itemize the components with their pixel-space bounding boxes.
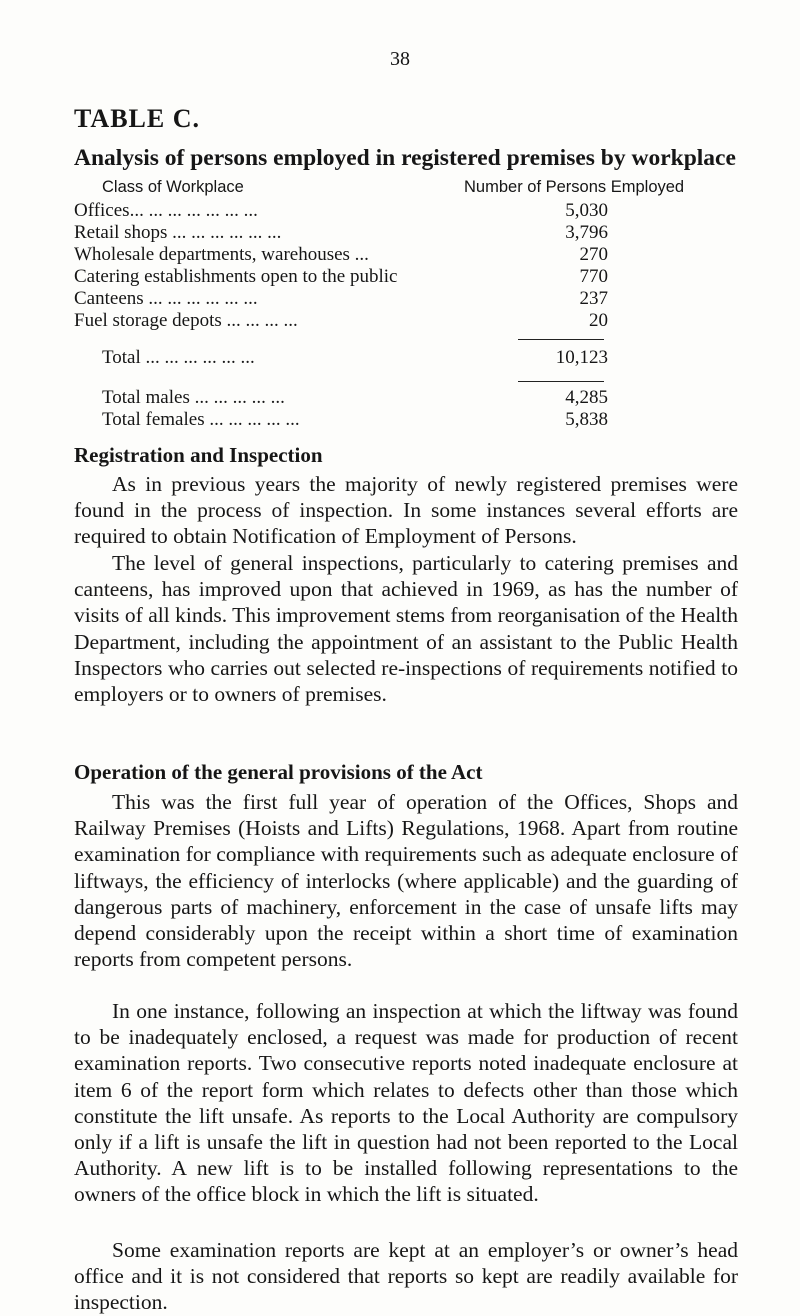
table-row <box>102 409 608 431</box>
row-value: 20 <box>589 310 608 331</box>
paragraph: As in previous years the majority of newly registered premises were found in the process of inspection. In some instances several efforts are required to obtain Notification of Employment of Persons. <box>74 472 738 549</box>
row-value: 4,285 <box>565 387 608 408</box>
column-header-class: Class of Workplace <box>102 178 244 196</box>
section-heading: Operation of the general provisions of the Act <box>74 760 483 784</box>
row-label: Offices... ... ... ... ... ... ... <box>74 200 258 221</box>
table-label: TABLE C. <box>74 104 200 133</box>
paragraph: Some examination reports are kept at an employer’s or owner’s head office and it is not considered that reports so kept are readily available for inspection. <box>74 1238 738 1315</box>
row-value: 270 <box>579 244 608 265</box>
table-row <box>74 266 608 288</box>
table-row <box>102 387 608 409</box>
section-heading: Registration and Inspection <box>74 443 323 467</box>
row-label: Catering establishments open to the public <box>74 266 398 287</box>
row-value: 5,030 <box>565 200 608 221</box>
table-row <box>74 222 608 244</box>
paragraph: In one instance, following an inspection at which the liftway was found to be inadequately enclosed, a request was made for production of recent examination reports. Two consecutive reports noted inadequate enclosure at item 6 of the report form which relates to defects other than those which constitute the lift unsafe. As reports to the Local Authority are compulsory only if a lift is unsafe the lift in question had not been reported to the Local Authority. A new lift is to be installed following representations to the owners of the office block in which the lift is situated. <box>74 999 738 1207</box>
row-label: Canteens ... ... ... ... ... ... <box>74 288 258 309</box>
row-value: 5,838 <box>565 409 608 430</box>
total-value: 10,123 <box>555 347 608 368</box>
table-title: Analysis of persons employed in registered premises by workplace <box>74 145 736 171</box>
row-label: Total males ... ... ... ... ... <box>102 387 285 408</box>
row-label: Retail shops ... ... ... ... ... ... <box>74 222 282 243</box>
table-row <box>74 310 608 332</box>
table-row <box>74 244 608 266</box>
row-value: 770 <box>579 266 608 287</box>
paragraph: This was the first full year of operation of the Offices, Shops and Railway Premises (Hoists and Lifts) Regulations, 1968. Apart from routine examination for compliance with requirements such as adequate enclosure of liftways, the efficiency of interlocks (where applicable) and the guarding of dangerous parts of machinery, enforcement in the case of unsafe lifts may depend considerably upon the receipt within a short time of examination reports from competent persons. <box>74 790 738 972</box>
row-label: Total females ... ... ... ... ... <box>102 409 300 430</box>
page-number: 38 <box>390 48 410 70</box>
total-row <box>102 347 608 369</box>
table-row <box>74 200 608 222</box>
subtotal-rule <box>518 381 604 382</box>
total-label: Total ... ... ... ... ... ... <box>102 347 255 368</box>
row-label: Fuel storage depots ... ... ... ... <box>74 310 298 331</box>
row-value: 237 <box>579 288 608 309</box>
table-row <box>74 288 608 310</box>
row-label: Wholesale departments, warehouses ... <box>74 244 369 265</box>
total-rule <box>518 339 604 340</box>
column-header-number: Number of Persons Employed <box>464 178 685 196</box>
row-value: 3,796 <box>565 222 608 243</box>
paragraph: The level of general inspections, particularly to catering premises and canteens, has improved upon that achieved in 1969, as has the number of visits of all kinds. This improvement stems from reorganisation of the Health Department, including the appointment of an assistant to the Public Health Inspectors who carries out selected re-inspections of requirements notified to employers or to owners of premises. <box>74 551 738 707</box>
